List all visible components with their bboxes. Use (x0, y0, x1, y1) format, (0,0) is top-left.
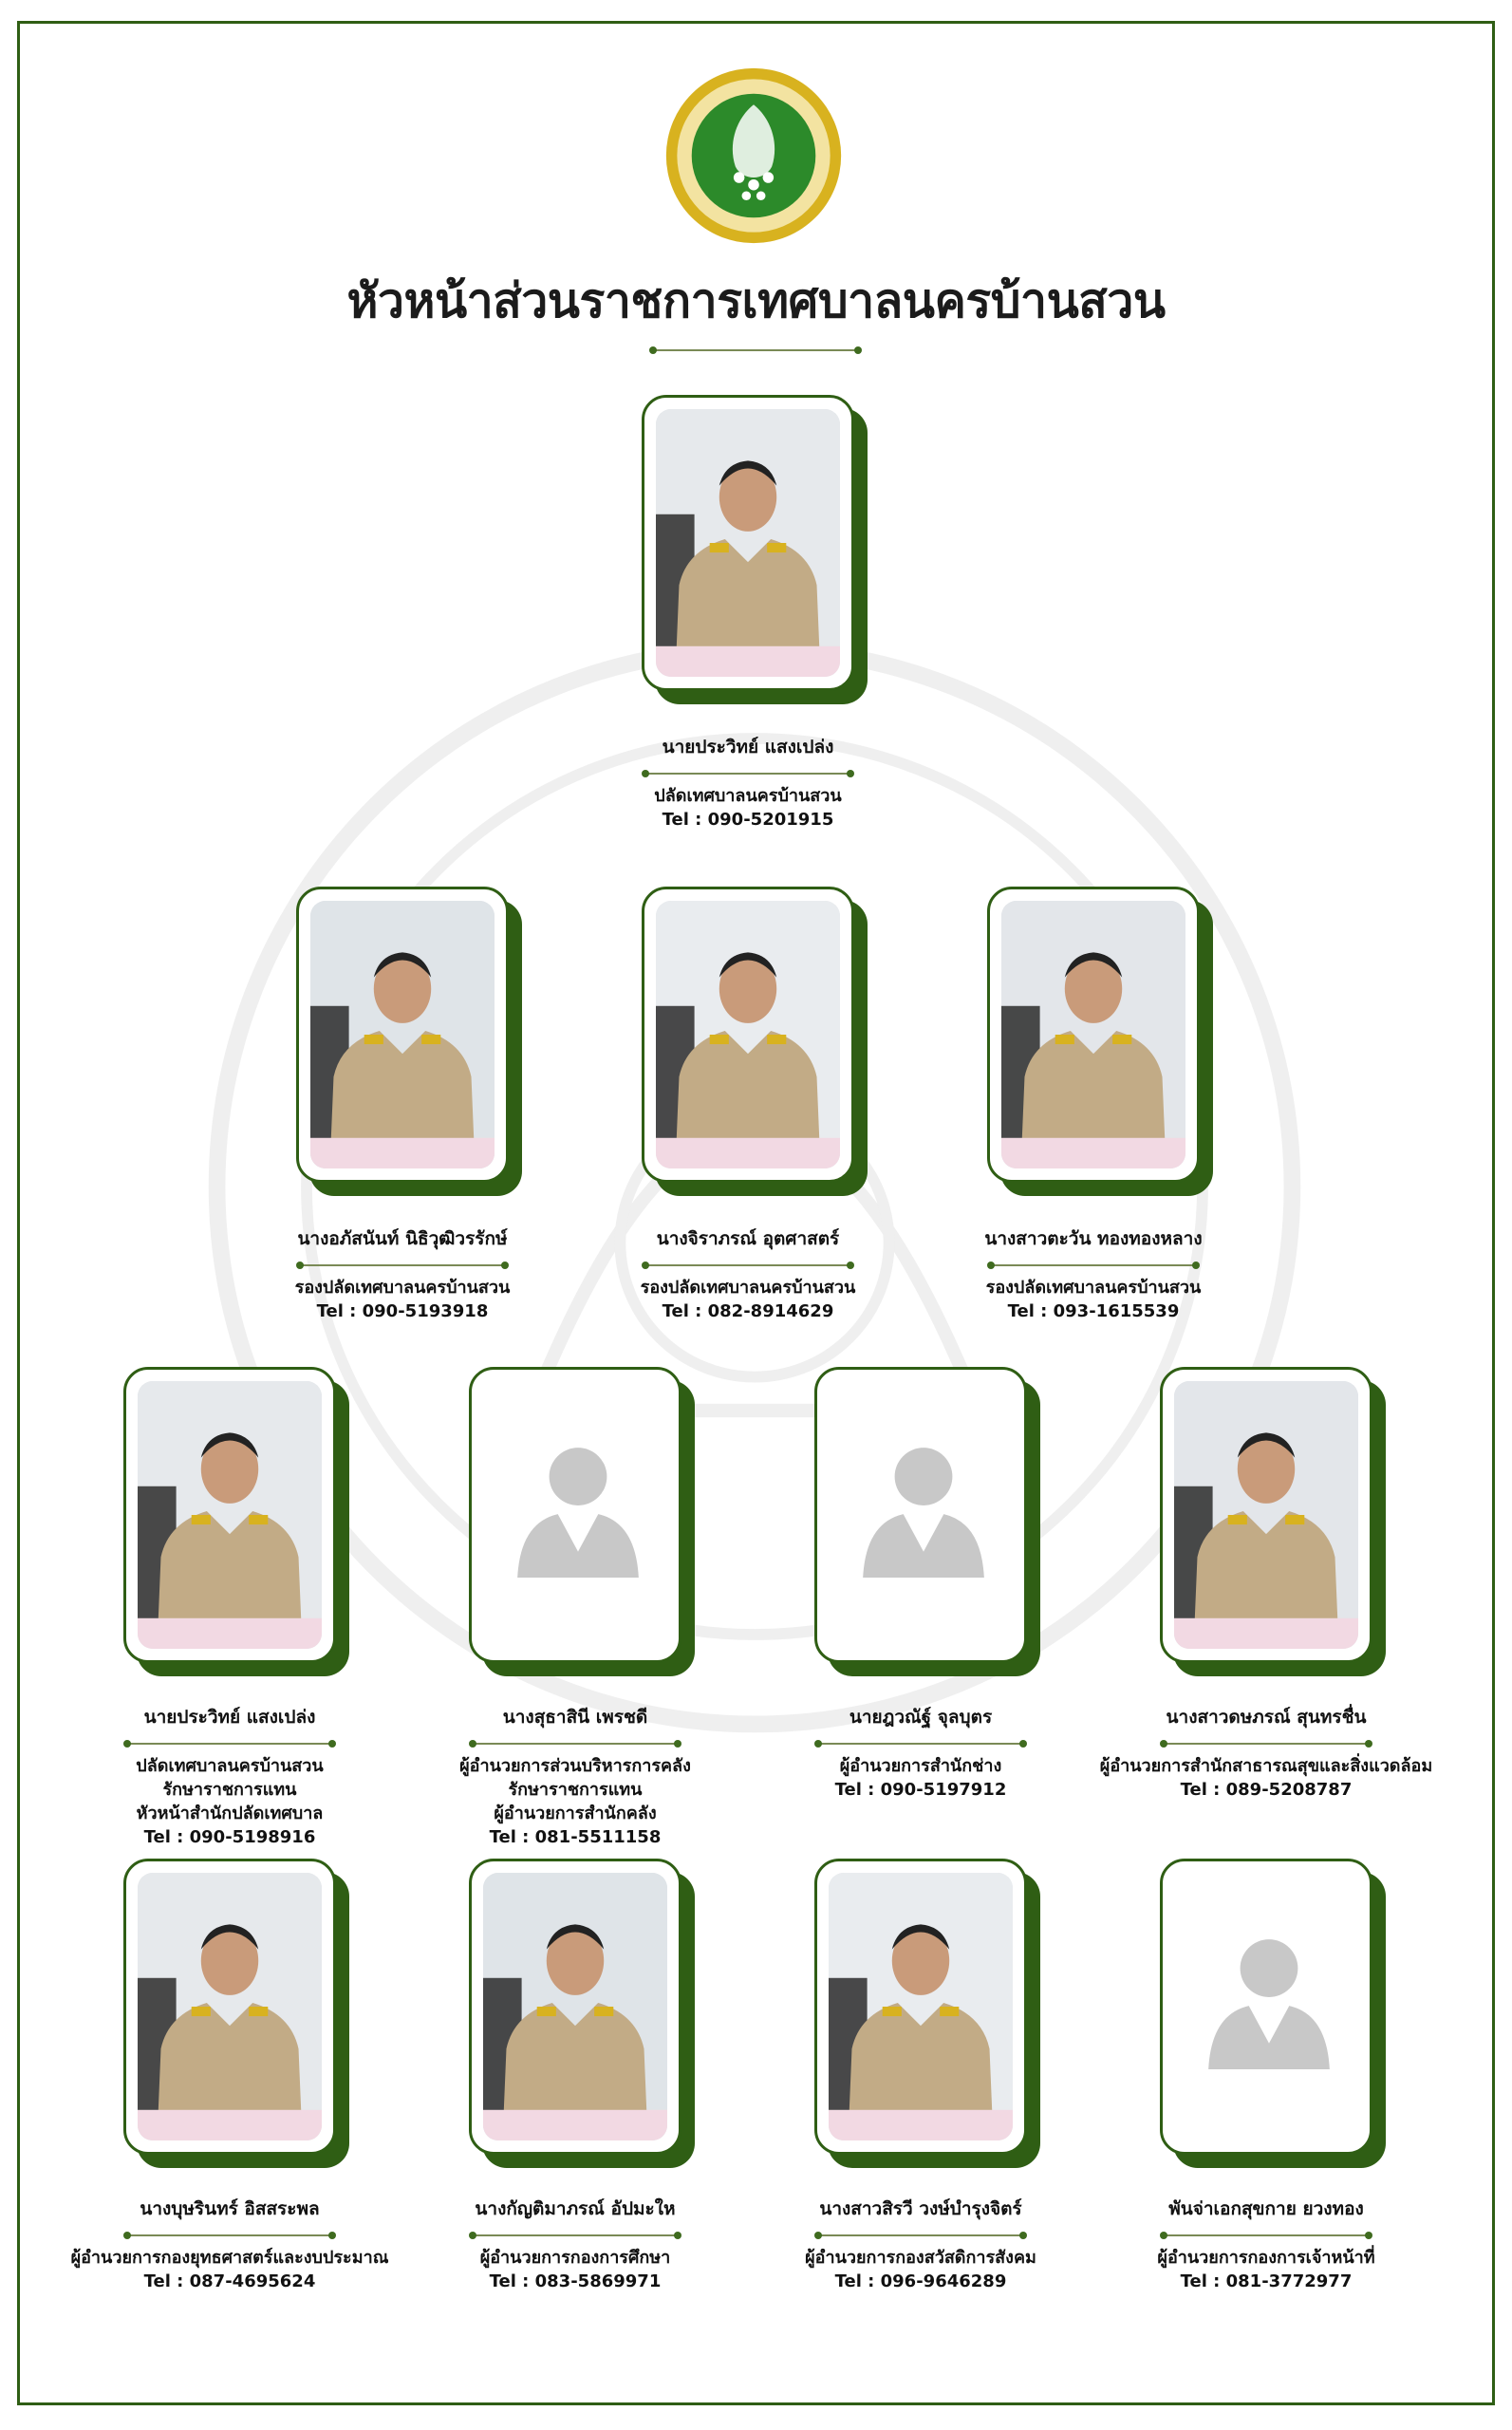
person-card (1160, 1367, 1386, 1676)
person-phone: Tel : 093-1615539 (1007, 1301, 1180, 1321)
user-placeholder-icon (506, 1432, 650, 1584)
name-divider (127, 2234, 332, 2236)
person-name: นายฎวณัฐ์ จุลบุตร (849, 1707, 993, 1728)
person-position: ผู้อำนวยการกองยุทธศาสตร์และงบประมาณ (70, 2248, 389, 2268)
person-photo (483, 1873, 667, 2140)
person-photo (829, 1873, 1013, 2140)
person-position: รองปลัดเทศบาลนครบ้านสวน (640, 1278, 856, 1298)
person-card (469, 1859, 695, 2168)
person-position: หัวหน้าสำนักปลัดเทศบาล (136, 1804, 324, 1823)
person-name: นางบุษรินทร์ อิสสระพล (140, 2198, 320, 2219)
person-name: นางสาวตะวัน ทองทองหลาง (984, 1228, 1203, 1249)
name-divider (991, 1264, 1196, 1266)
person-phone: Tel : 082-8914629 (662, 1301, 834, 1321)
person-position: ปลัดเทศบาลนครบ้านสวน (136, 1756, 324, 1776)
person-card (642, 887, 868, 1196)
person-info (1076, 2195, 1456, 2293)
person-photo (656, 409, 840, 677)
photo-frame (1160, 1367, 1372, 1663)
name-divider (818, 2234, 1023, 2236)
municipality-logo (663, 65, 845, 247)
person-name: นางสาวดษภรณ์ สุนทรชื่น (1166, 1707, 1367, 1728)
photo-frame (296, 887, 509, 1183)
person-name: นายประวิทย์ แสงเปล่ง (143, 1707, 316, 1728)
person-name: นายประวิทย์ แสงเปล่ง (662, 737, 834, 757)
photo-frame (123, 1367, 336, 1663)
photo-frame (1160, 1859, 1372, 2155)
person-photo (1001, 901, 1185, 1168)
person-phone: Tel : 081-3772977 (1180, 2271, 1353, 2291)
person-photo (656, 901, 840, 1168)
person-name: นางกัญติมาภรณ์ อัปมะให (475, 2198, 676, 2219)
person-card (642, 395, 868, 704)
person-name: นางอภัสนันท์ นิธิวุฒิวรรักษ์ (297, 1228, 508, 1249)
person-card (123, 1859, 349, 2168)
person-card (1160, 1859, 1386, 2168)
name-divider (818, 1743, 1023, 1745)
person-phone: Tel : 090-5197912 (834, 1780, 1007, 1800)
person-position: ผู้อำนวยการกองสวัสดิการสังคม (805, 2248, 1036, 2268)
person-position: ผู้อำนวยการสำนักช่าง (839, 1756, 1002, 1776)
person-position: รักษาราชการแทน (508, 1780, 643, 1800)
photo-frame (642, 395, 854, 691)
photo-frame (469, 1367, 681, 1663)
photo-frame (987, 887, 1200, 1183)
person-info (40, 2195, 420, 2293)
person-card (987, 887, 1213, 1196)
photo-frame (814, 1367, 1027, 1663)
photo-frame (469, 1859, 681, 2155)
person-phone: Tel : 090-5198916 (143, 1827, 316, 1847)
person-card (814, 1859, 1040, 2168)
person-info (558, 1224, 938, 1323)
person-info (1076, 1703, 1456, 1802)
person-card (296, 887, 522, 1196)
name-divider (1164, 2234, 1369, 2236)
name-divider (645, 1264, 850, 1266)
name-divider (473, 2234, 678, 2236)
person-info (731, 2195, 1111, 2293)
person-info (385, 2195, 765, 2293)
person-photo (1174, 1381, 1358, 1649)
person-info (385, 1703, 765, 1849)
person-phone: Tel : 083-5869971 (489, 2271, 662, 2291)
person-name: นางสาวสิรวี วงษ์บำรุงจิตร์ (819, 2198, 1022, 2219)
person-phone: Tel : 081-5511158 (489, 1827, 662, 1847)
person-position: ผู้อำนวยการกองการเจ้าหน้าที่ (1157, 2248, 1375, 2268)
person-name: นางสุธาสินี เพรชดี (502, 1707, 648, 1728)
person-photo (310, 901, 495, 1168)
name-divider (645, 773, 850, 775)
person-info (731, 1703, 1111, 1802)
name-divider (473, 1743, 678, 1745)
photo-frame (814, 1859, 1027, 2155)
page-title: หัวหน้าส่วนราชการเทศบาลนครบ้านสวน (346, 273, 1166, 328)
person-phone: Tel : 090-5201915 (662, 810, 834, 830)
name-divider (1164, 1743, 1369, 1745)
person-phone: Tel : 087-4695624 (143, 2271, 316, 2291)
person-card (469, 1367, 695, 1676)
person-photo (138, 1381, 322, 1649)
person-position: ผู้อำนวยการกองการศึกษา (479, 2248, 671, 2268)
person-info (558, 733, 938, 832)
person-position: รองปลัดเทศบาลนครบ้านสวน (294, 1278, 511, 1298)
person-info (40, 1703, 420, 1849)
user-placeholder-icon (1197, 1924, 1341, 2076)
name-divider (300, 1264, 505, 1266)
person-position: รักษาราชการแทน (162, 1780, 297, 1800)
title-divider (653, 349, 858, 351)
photo-frame (123, 1859, 336, 2155)
person-position: ปลัดเทศบาลนครบ้านสวน (654, 786, 842, 806)
person-photo (138, 1873, 322, 2140)
photo-frame (642, 887, 854, 1183)
person-phone: Tel : 089-5208787 (1180, 1780, 1353, 1800)
person-info (213, 1224, 592, 1323)
person-phone: Tel : 090-5193918 (316, 1301, 489, 1321)
person-card (814, 1367, 1040, 1676)
person-position: ผู้อำนวยการสำนักคลัง (494, 1804, 657, 1823)
person-name: พันจ่าเอกสุขกาย ยวงทอง (1168, 2198, 1364, 2219)
person-position: รองปลัดเทศบาลนครบ้านสวน (985, 1278, 1202, 1298)
person-position: ผู้อำนวยการส่วนบริหารการคลัง (459, 1756, 691, 1776)
person-position: ผู้อำนวยการสำนักสาธารณสุขและสิ่งแวดล้อม (1099, 1756, 1433, 1776)
person-phone: Tel : 096-9646289 (834, 2271, 1007, 2291)
user-placeholder-icon (851, 1432, 996, 1584)
person-card (123, 1367, 349, 1676)
person-name: นางจิราภรณ์ อุตศาสตร์ (656, 1228, 840, 1249)
person-info (904, 1224, 1283, 1323)
name-divider (127, 1743, 332, 1745)
